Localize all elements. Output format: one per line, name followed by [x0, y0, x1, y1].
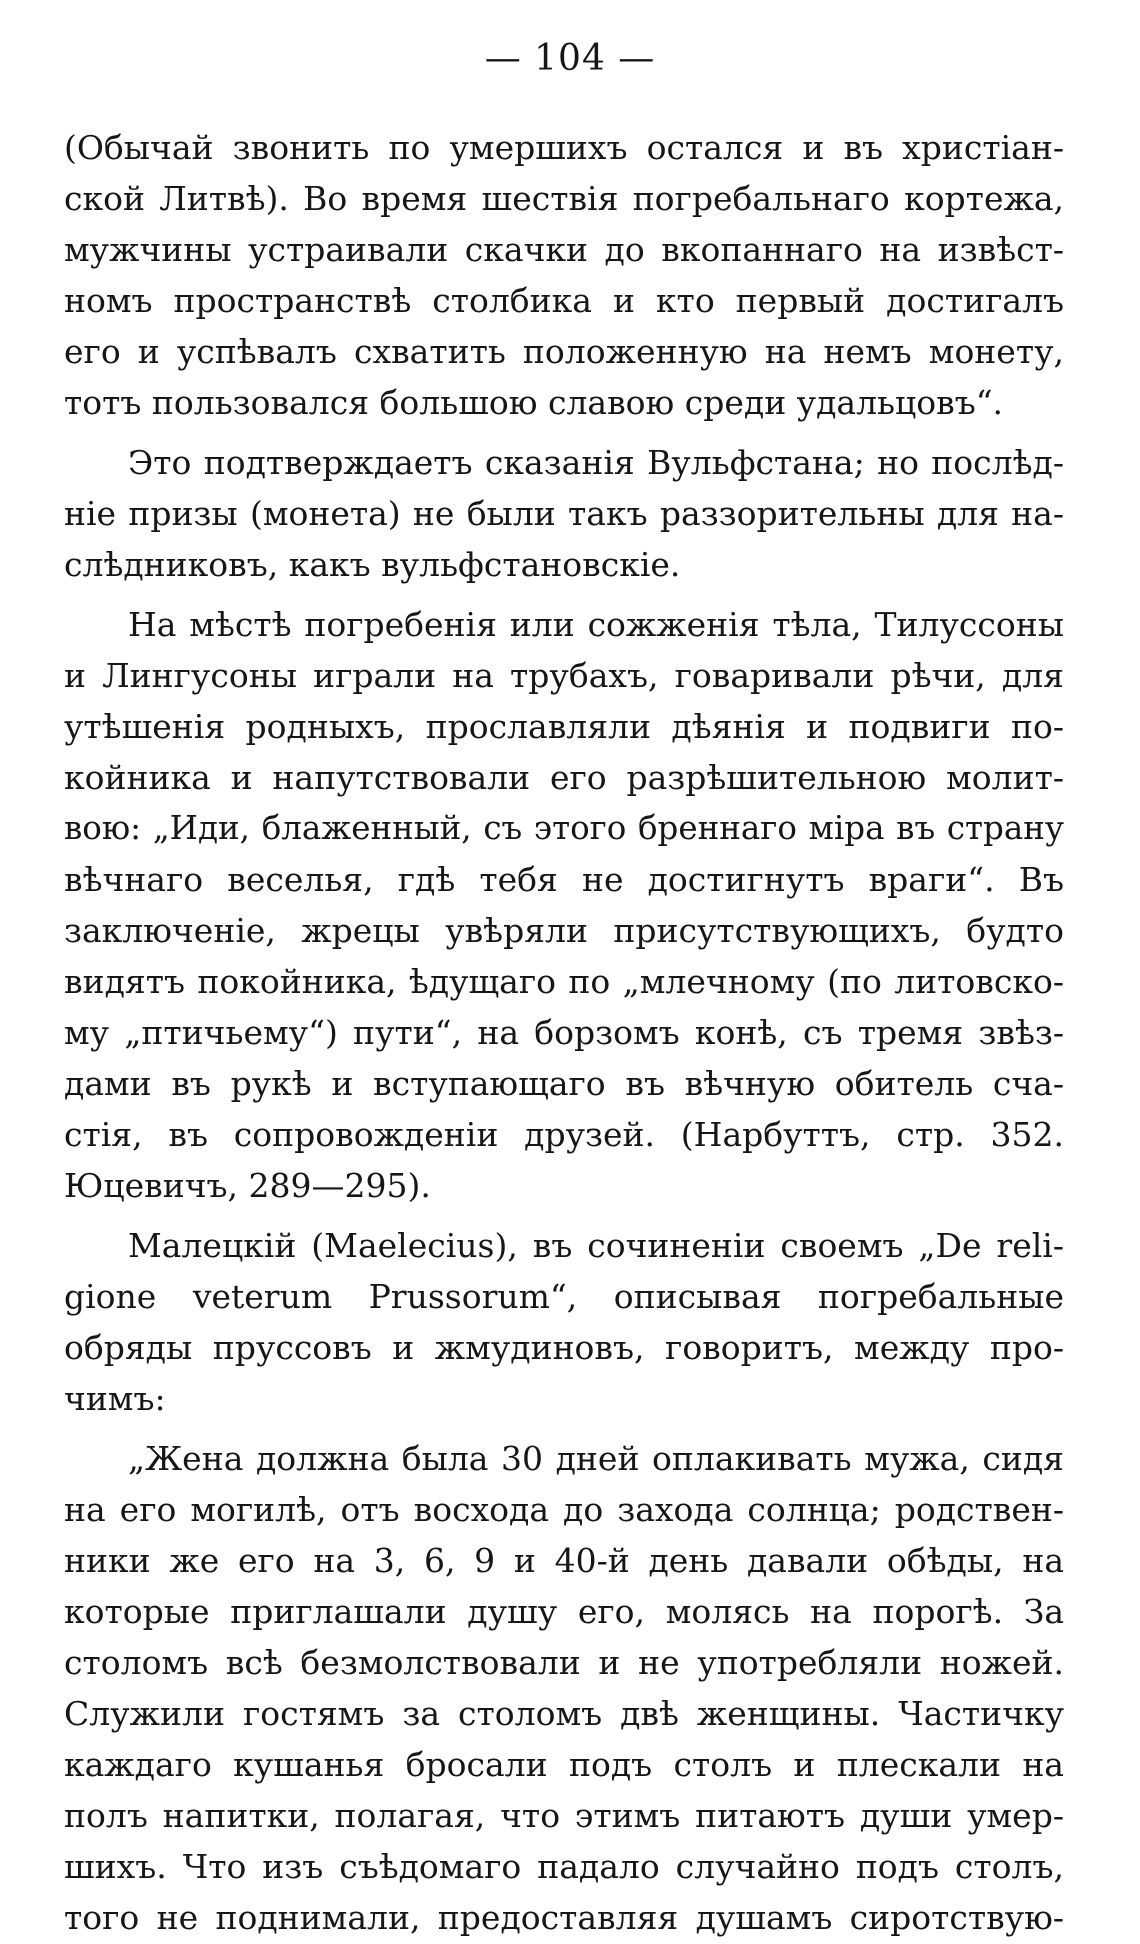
text-line: (Обычай звонить по умершихъ остался и въ христіан-: [64, 128, 1064, 167]
text-line: видятъ покойника, ѣдущаго по „млечному (по литовско-: [64, 962, 1064, 1001]
text-line: gione veterum Prussorum“, описывая погребальные: [64, 1277, 1064, 1316]
text-line: слѣдниковъ, какъ вульфстановскіе.: [64, 545, 681, 584]
text-line: Служили гостямъ за столомъ двѣ женщины. Частичку: [64, 1694, 1064, 1733]
text-line: на его могилѣ, отъ восхода до захода солнца; родствен-: [64, 1490, 1064, 1529]
text-line: му „птичьему“) пути“, на борзомъ конѣ, съ тремя звѣз-: [64, 1013, 1064, 1052]
text-line: которые приглашали душу его, молясь на порогѣ. За: [64, 1592, 1064, 1631]
text-line: тотъ пользовался большою славою среди удальцовъ“.: [64, 383, 1004, 422]
text-line: койника и напутствовали его разрѣшительною молит-: [64, 758, 1064, 797]
text-line: ніе призы (монета) не были такъ раззорительны для на-: [64, 494, 1064, 533]
text-line: „Жена должна была 30 дней оплакивать мужа, сидя: [128, 1439, 1064, 1478]
text-line: каждаго кушанья бросали подъ столъ и плескали на: [64, 1745, 1064, 1784]
text-line: вою: „Иди, блаженный, съ этого бреннаго міра въ страну: [64, 809, 1064, 847]
text-line: Малецкій (Maelecius), въ сочиненіи своемъ „De reli-: [128, 1226, 1064, 1265]
text-line: На мѣстѣ погребенія или сожженія тѣла, Тилуссоны: [128, 605, 1064, 644]
page-number: — 104 —: [484, 38, 656, 79]
paragraph-gap: [64, 1424, 1064, 1433]
text-line: Юцевичъ, 289—295).: [64, 1166, 431, 1205]
text-line: чимъ:: [64, 1379, 166, 1418]
text-line: заключеніе, жрецы увѣряли присутствующихъ, будто: [64, 911, 1064, 950]
text-line: обряды пруссовъ и жмудиновъ, говоритъ, между про-: [64, 1328, 1064, 1367]
text-line: Это подтверждаетъ сказанія Вульфстана; но послѣд-: [128, 443, 1064, 482]
text-line: ской Литвѣ). Во время шествія погребальнаго кортежа,: [64, 179, 1064, 218]
paragraph-gap: [64, 428, 1064, 437]
paragraph-gap: [64, 1211, 1064, 1220]
text-line: шихъ. Что изъ съѣдомаго падало случайно подъ столъ,: [64, 1847, 1064, 1886]
text-line: того не поднимали, предоставляя душамъ сиротствую-: [64, 1898, 1064, 1937]
text-line: утѣшенія родныхъ, прославляли дѣянія и подвиги по-: [64, 707, 1064, 746]
text-line: мужчины устраивали скачки до вкопаннаго на извѣст-: [64, 230, 1064, 269]
text-line: столомъ всѣ безмолствовали и не употребляли ножей.: [64, 1643, 1064, 1682]
text-line: и Лингусоны играли на трубахъ, говаривали рѣчи, для: [64, 656, 1064, 695]
body-text: [64, 122, 1064, 1943]
text-line: дами въ рукѣ и вступающаго въ вѣчную обитель сча-: [64, 1064, 1064, 1103]
text-line: стія, въ сопровожденіи друзей. (Нарбуттъ, стр. 352.: [64, 1115, 1064, 1154]
text-line: номъ пространствѣ столбика и кто первый достигалъ: [64, 281, 1064, 320]
text-line: вѣчнаго веселья, гдѣ тебя не достигнутъ враги“. Въ: [64, 860, 1064, 899]
text-line: полъ напитки, полагая, что этимъ питаютъ души умер-: [64, 1796, 1064, 1835]
text-line: ники же его на 3, 6, 9 и 40-й день давали обѣды, на: [64, 1541, 1064, 1580]
text-line: его и успѣвалъ схватить положенную на немъ монету,: [64, 332, 1064, 371]
paragraph-gap: [64, 590, 1064, 599]
